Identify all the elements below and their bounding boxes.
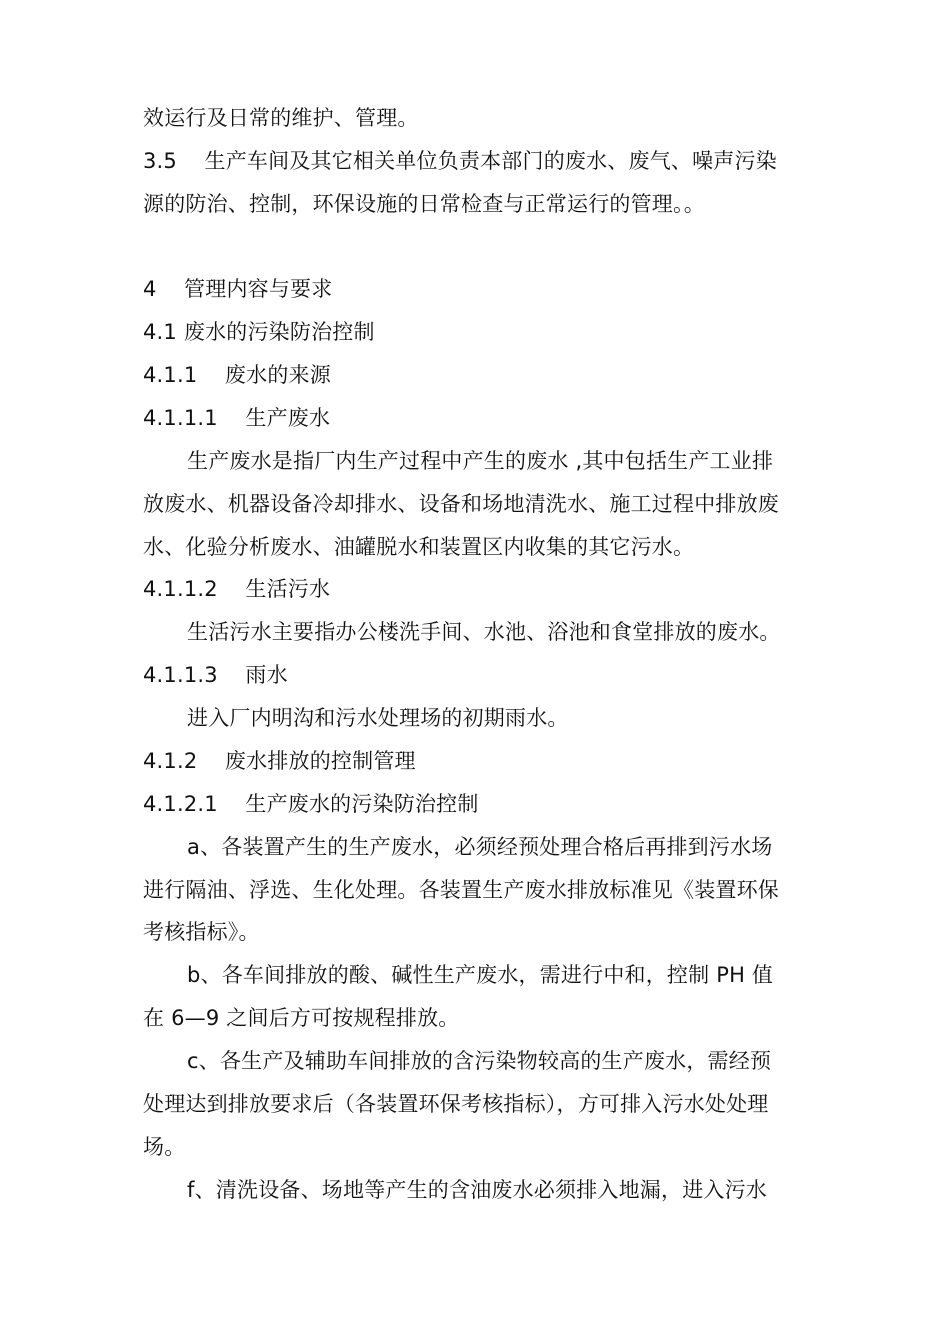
paragraph-line: 生活污水主要指办公楼洗手间、水池、浴池和食堂排放的废水。 bbox=[187, 620, 781, 644]
paragraph-line: f、清洗设备、场地等产生的含油废水必须排入地漏，进入污水 bbox=[187, 1178, 767, 1202]
paragraph-line: 处理达到排放要求后（各装置环保考核指标），方可排入污水处处理 bbox=[143, 1092, 769, 1116]
paragraph-line: a、各装置产生的生产废水，必须经预处理合格后再排到污水场 bbox=[187, 835, 773, 859]
text-line: 效运行及日常的维护、管理。 bbox=[143, 106, 419, 130]
heading-4-1-1-1: 4.1.1.1 生产废水 bbox=[143, 406, 331, 430]
paragraph-line: 进行隔油、浮选、生化处理。各装置生产废水排放标准见《装置环保 bbox=[143, 878, 779, 902]
section-3-5: 3.5 生产车间及其它相关单位负责本部门的废水、废气、噪声污染 bbox=[143, 149, 777, 173]
heading-4-1: 4.1 废水的污染防治控制 bbox=[143, 320, 375, 344]
heading-4-1-2-1: 4.1.2.1 生产废水的污染防治控制 bbox=[143, 792, 479, 816]
text-line: 源的防治、控制，环保设施的日常检查与正常运行的管理。。 bbox=[143, 192, 705, 216]
heading-4-1-2: 4.1.2 废水排放的控制管理 bbox=[143, 749, 416, 773]
paragraph-line: c、各生产及辅助车间排放的含污染物较高的生产废水，需经预 bbox=[187, 1049, 772, 1073]
heading-4: 4 管理内容与要求 bbox=[143, 277, 333, 301]
heading-4-1-1-2: 4.1.1.2 生活污水 bbox=[143, 577, 331, 601]
paragraph-line: 生产废水是指厂内生产过程中产生的废水 ,其中包括生产工业排 bbox=[187, 449, 774, 473]
heading-4-1-1: 4.1.1 废水的来源 bbox=[143, 363, 331, 387]
paragraph-line: 放废水、机器设备冷却排水、设备和场地清洗水、施工过程中排放废 bbox=[143, 492, 779, 516]
paragraph-line: b、各车间排放的酸、碱性生产废水，需进行中和，控制 PH 值 bbox=[187, 963, 774, 987]
paragraph-line: 考核指标》。 bbox=[143, 920, 260, 944]
paragraph-line: 进入厂内明沟和污水处理场的初期雨水。 bbox=[187, 706, 569, 730]
paragraph-line: 在 6—9 之间后方可按规程排放。 bbox=[143, 1006, 460, 1030]
paragraph-line: 场。 bbox=[143, 1135, 186, 1159]
paragraph-line: 水、化验分析废水、油罐脱水和装置区内收集的其它污水。 bbox=[143, 535, 695, 559]
heading-4-1-1-3: 4.1.1.3 雨水 bbox=[143, 663, 288, 687]
